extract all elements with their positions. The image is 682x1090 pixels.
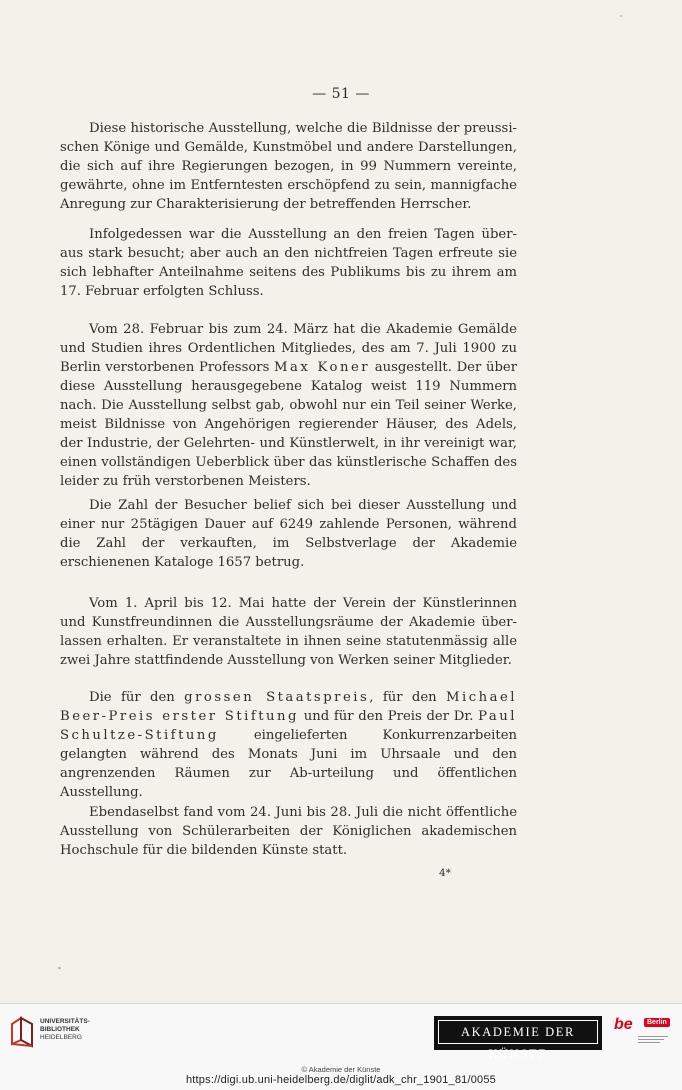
spaced-name: grossen Staatspreis bbox=[184, 690, 370, 705]
be-berlin-mark: be bbox=[614, 1016, 633, 1033]
be-berlin-subtitle-lines bbox=[638, 1035, 672, 1045]
paragraph-4 bbox=[60, 496, 517, 572]
spaced-name: Max Koner bbox=[274, 360, 371, 375]
university-logo-text[interactable] bbox=[40, 1018, 90, 1042]
be-berlin-logo[interactable] bbox=[614, 1016, 672, 1052]
page-url-link[interactable]: https://digi.ub.uni-heidelberg.de/diglit/adk_chr_1901_81/0055 bbox=[185, 1074, 497, 1086]
text-run: ausgestellt. Der über diese Ausstellung herausgegebene Katalog weist 119 Nummern nach. Die Ausstellung selbst gab, obwohl nur ein Teil seiner Werke, meist Bildnisse von Angehörigen regierender Häuser, des Adels, der Industrie, der Gelehrten- und Künstlerwelt, in ihr vereinigt war, einen vollständigen Ueberblick über das künstlerische Schaffen des leider zu früh verstorbenen Meisters. bbox=[60, 360, 517, 489]
university-logo-line: UNIVERSITÄTS- bbox=[40, 1018, 90, 1025]
text-run: Diese historische Ausstellung, welche die Bildnisse der preussi-schen Könige und Gemälde, Kunstmöbel und andere Darstellungen, die sich auf ihre Regierungen bezogen, in 99 Nummern vereinte, gewährte, ohne im Entferntesten erschöpfend zu sein, mannigfache Anregung zur Charakterisierung der betreffenden Herrscher. bbox=[60, 121, 517, 212]
copyright-notice: © Akademie der Künste bbox=[301, 1065, 381, 1074]
paragraph-7 bbox=[60, 803, 517, 860]
spaced-name: Paul Schultze-Stiftung bbox=[60, 709, 518, 743]
paragraph-1 bbox=[60, 119, 517, 214]
text-run: Die für den bbox=[89, 690, 185, 705]
library-book-icon[interactable] bbox=[8, 1014, 38, 1050]
paragraph-6 bbox=[60, 688, 517, 802]
text-run: Vom 1. April bis 12. Mai hatte der Verein der Künstlerinnen und Kunstfreundinnen die Ausstellungsräume der Akademie über-lassen erhalten. Er veranstaltete in ihnen seine statutenmässig alle zwei Jahre stattfindende Ausstellung von Werken seiner Mitglieder. bbox=[60, 596, 517, 668]
akademie-logo[interactable] bbox=[434, 1016, 602, 1061]
text-run: , für den bbox=[369, 690, 447, 705]
paragraph-3 bbox=[60, 320, 517, 491]
text-run: Vom 28. Februar bis zum 24. März hat die Akademie Gemälde und Studien ihres Ordentlichen Mitgliedes, des am 7. Juli 1900 zu Berlin verstorbenen Professors bbox=[60, 322, 517, 375]
text-run: Ebendaselbst fand vom 24. Juni bis 28. Juli die nicht öffentliche Ausstellung von Schülerarbeiten der Königlichen akademischen Hochschule für die bildenden Künste statt. bbox=[60, 805, 517, 858]
viewer-footer bbox=[0, 1003, 682, 1090]
text-run: eingelieferten Konkurrenzarbeiten gelangten während des Monats Juni im Uhrsaale und den angrenzenden Räumen zur Ab-urteilung und öffentlichen Ausstellung. bbox=[60, 728, 517, 800]
signature-mark: 4* bbox=[439, 867, 451, 879]
paragraph-2 bbox=[60, 225, 517, 301]
text-run: und für den Preis der Dr. bbox=[298, 709, 479, 724]
akademie-logo-text: AKADEMIE DER KÜNSTE bbox=[438, 1020, 598, 1044]
page-number: — 51 — bbox=[312, 86, 370, 102]
university-logo-line: BIBLIOTHEK bbox=[40, 1026, 80, 1033]
be-berlin-tag: Berlin bbox=[644, 1018, 670, 1027]
be-berlin-subtitle-graphic bbox=[638, 1035, 672, 1047]
text-run: Die Zahl der Besucher belief sich bei dieser Ausstellung und einer nur 25tägigen Dauer auf 6249 zahlende Personen, während die Zahl der verkauften, im Selbstverlage der Akademie erschienenen Kataloge 1657 betrug. bbox=[60, 498, 517, 570]
university-logo-line: HEIDELBERG bbox=[40, 1034, 82, 1041]
spaced-name: Michael Beer-Preis erster Stiftung bbox=[60, 690, 518, 724]
text-run: Infolgedessen war die Ausstellung an den freien Tagen über-aus stark besucht; aber auch an den nichtfreien Tagen erfreute sie sich lebhafter Anteilnahme seitens des Publikums bis zu ihrem am 17. Februar erfolgten Schluss. bbox=[60, 227, 517, 299]
paragraph-5 bbox=[60, 594, 517, 670]
